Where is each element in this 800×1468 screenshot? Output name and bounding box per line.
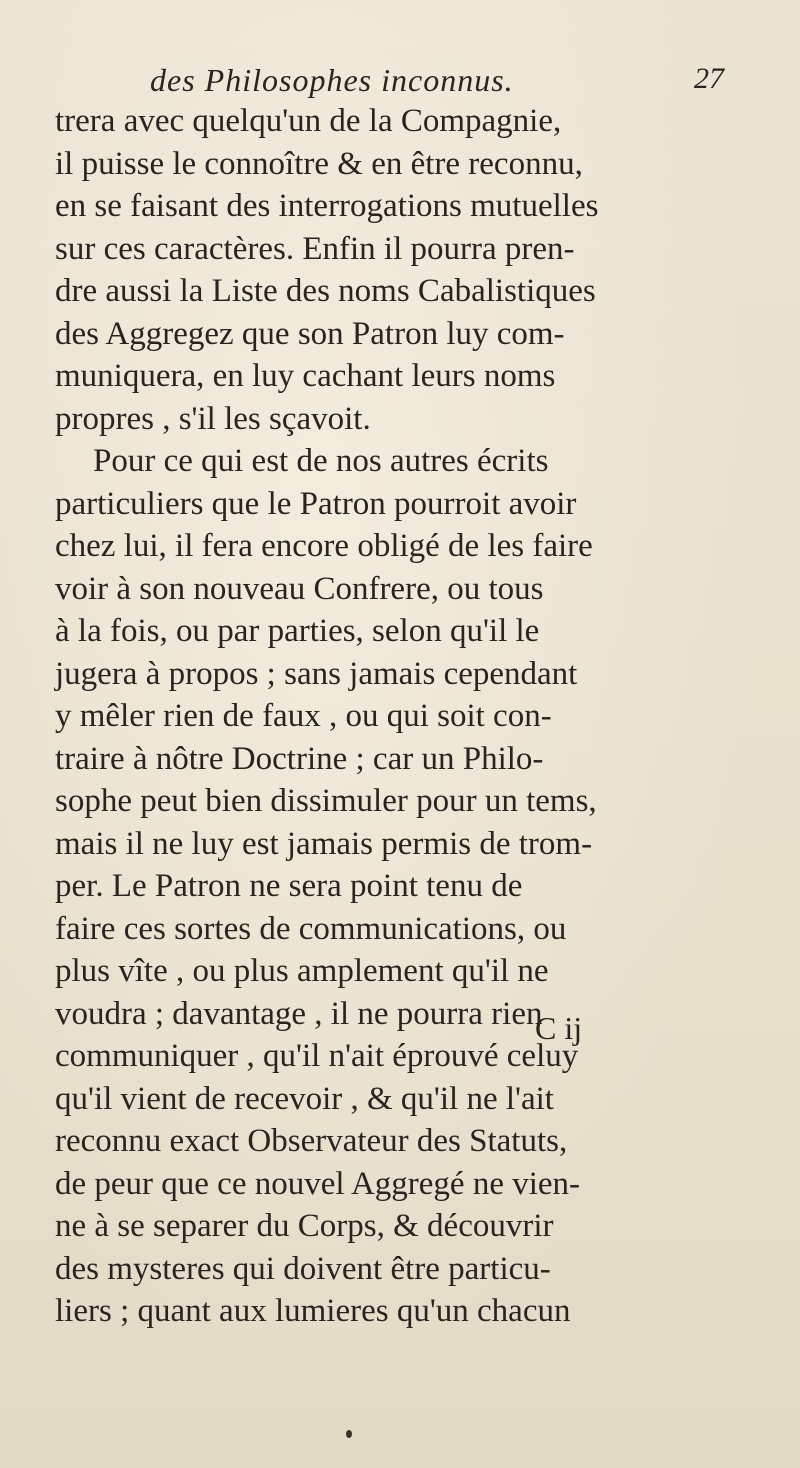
paragraph-start-line: Pour ce qui est de nos autres écrits bbox=[93, 443, 549, 479]
text-line: en se faisant des interrogations mutuelles bbox=[55, 188, 599, 224]
text-line: faire ces sortes de communications, ou bbox=[55, 910, 567, 947]
text-line: dre aussi la Liste des noms Cabalistiques bbox=[55, 273, 596, 309]
body-text bbox=[55, 100, 800, 1333]
text-line: propres , s'il les sçavoit. bbox=[55, 400, 371, 437]
running-title: des Philosophes inconnus. bbox=[150, 62, 514, 98]
text-line: reconnu exact Observateur des Statuts, bbox=[55, 1123, 568, 1159]
signature-mark: C ij bbox=[535, 1010, 583, 1046]
page-number: 27 bbox=[694, 62, 724, 95]
ink-speck bbox=[346, 1430, 352, 1438]
text-line: ne à se separer du Corps, & découvrir bbox=[55, 1208, 554, 1244]
text-line: il puisse le connoître & en être reconnu, bbox=[55, 145, 583, 182]
text-line: voir à son nouveau Confrere, ou tous bbox=[55, 570, 544, 607]
text-line: liers ; quant aux lumieres qu'un chacun bbox=[55, 1293, 571, 1329]
text-line: plus vîte , ou plus amplement qu'il ne bbox=[55, 953, 549, 989]
text-line: traire à nôtre Doctrine ; car un Philo- bbox=[55, 740, 544, 777]
text-line: de peur que ce nouvel Aggregé ne vien- bbox=[55, 1165, 581, 1202]
text-line: communiquer , qu'il n'ait éprouvé celuy bbox=[55, 1038, 579, 1074]
text-line: per. Le Patron ne sera point tenu de bbox=[55, 868, 523, 904]
text-line: sur ces caractères. Enfin il pourra pren- bbox=[55, 230, 575, 267]
text-line: jugera à propos ; sans jamais cependant bbox=[55, 655, 578, 692]
text-line: qu'il vient de recevoir , & qu'il ne l'ait bbox=[55, 1080, 554, 1117]
text-line: à la fois, ou par parties, selon qu'il le bbox=[55, 613, 540, 649]
text-line: trera avec quelqu'un de la Compagnie, bbox=[55, 103, 562, 139]
text-line: des Aggregez que son Patron luy com- bbox=[55, 315, 565, 352]
text-line: chez lui, il fera encore obligé de les faire bbox=[55, 528, 593, 564]
text-line: y mêler rien de faux , ou qui soit con- bbox=[55, 698, 552, 734]
text-line: des mysteres qui doivent être particu- bbox=[55, 1250, 551, 1287]
running-head bbox=[0, 62, 800, 102]
text-line: mais il ne luy est jamais permis de trom- bbox=[55, 825, 593, 862]
text-line: particuliers que le Patron pourroit avoir bbox=[55, 485, 577, 522]
text-line: sophe peut bien dissimuler pour un tems, bbox=[55, 783, 597, 819]
text-line: muniquera, en luy cachant leurs noms bbox=[55, 358, 556, 394]
text-line: voudra ; davantage , il ne pourra rien bbox=[55, 995, 543, 1032]
